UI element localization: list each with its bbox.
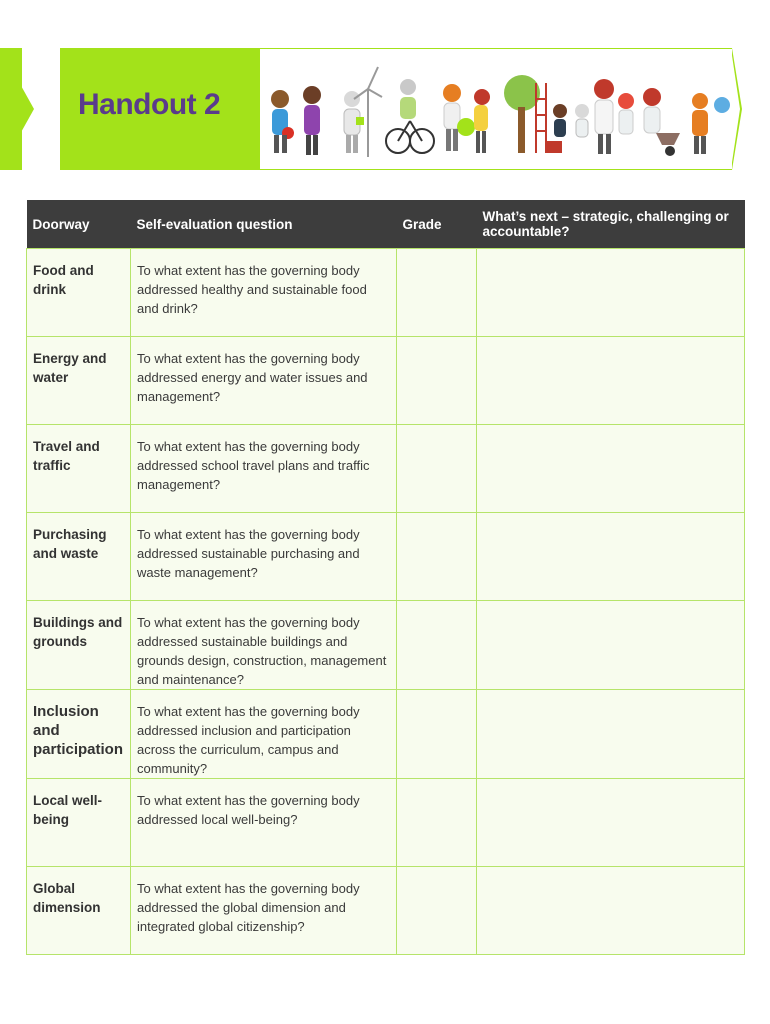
grade-cell[interactable]	[397, 337, 477, 425]
col-header-doorway: Doorway	[27, 200, 131, 249]
next-cell[interactable]	[477, 425, 745, 513]
title-banner	[60, 48, 260, 170]
table-row	[27, 690, 745, 779]
family-group-icon	[575, 79, 634, 154]
table-row	[27, 513, 745, 601]
table-row	[27, 337, 745, 425]
table-row	[27, 779, 745, 867]
question-cell: To what extent has the governing body addressed energy and water issues and management?	[131, 337, 397, 425]
doorway-cell: Inclusion and participation	[27, 690, 131, 779]
grade-cell[interactable]	[397, 513, 477, 601]
banner-arrow-inner	[731, 49, 740, 169]
next-cell[interactable]	[477, 690, 745, 779]
table-row	[27, 601, 745, 690]
illustration-banner	[260, 48, 732, 170]
doorway-cell: Global dimension	[27, 867, 131, 955]
doorway-cell: Purchasing and waste	[27, 513, 131, 601]
question-cell: To what extent has the governing body addressed healthy and sustainable food and drink?	[131, 249, 397, 337]
next-cell[interactable]	[477, 337, 745, 425]
grade-cell[interactable]	[397, 601, 477, 690]
question-cell: To what extent has the governing body addressed local well-being?	[131, 779, 397, 867]
question-cell: To what extent has the governing body addressed inclusion and participation across the curriculum, campus and community?	[131, 690, 397, 779]
grade-cell[interactable]	[397, 425, 477, 513]
man-with-coffee-icon	[344, 91, 364, 153]
question-cell: To what extent has the governing body addressed sustainable purchasing and waste management?	[131, 513, 397, 601]
table-row	[27, 249, 745, 337]
doorway-cell: Buildings and grounds	[27, 601, 131, 690]
grade-cell[interactable]	[397, 867, 477, 955]
globe-person-icon	[692, 93, 730, 154]
next-cell[interactable]	[477, 249, 745, 337]
accent-tab	[0, 48, 34, 170]
next-cell[interactable]	[477, 867, 745, 955]
col-header-next: What’s next – strategic, challenging or accountable?	[477, 200, 745, 249]
grade-cell[interactable]	[397, 249, 477, 337]
next-cell[interactable]	[477, 601, 745, 690]
cyclist-icon	[386, 79, 434, 153]
table-row	[27, 425, 745, 513]
page-title: Handout 2	[78, 88, 221, 121]
question-cell: To what extent has the governing body addressed sustainable buildings and grounds design, construction, management and maintenance?	[131, 601, 397, 690]
child-with-apple-icon	[271, 90, 294, 153]
col-header-question: Self-evaluation question	[131, 200, 397, 249]
woman-icon	[303, 86, 321, 155]
self-evaluation-table	[26, 200, 745, 955]
question-cell: To what extent has the governing body addressed the global dimension and integrated global citizenship?	[131, 867, 397, 955]
recycling-person-icon	[443, 84, 490, 153]
next-cell[interactable]	[477, 513, 745, 601]
next-cell[interactable]	[477, 779, 745, 867]
table-header-row	[27, 200, 745, 249]
tree-planting-icon	[504, 75, 567, 153]
doorway-cell: Travel and traffic	[27, 425, 131, 513]
wheelbarrow-person-icon	[643, 88, 680, 156]
doorway-cell: Local well-being	[27, 779, 131, 867]
col-header-grade: Grade	[397, 200, 477, 249]
question-cell: To what extent has the governing body addressed school travel plans and traffic management?	[131, 425, 397, 513]
grade-cell[interactable]	[397, 690, 477, 779]
table-row	[27, 867, 745, 955]
grade-cell[interactable]	[397, 779, 477, 867]
people-illustration-icon	[260, 49, 732, 169]
doorway-cell: Food and drink	[27, 249, 131, 337]
doorway-cell: Energy and water	[27, 337, 131, 425]
